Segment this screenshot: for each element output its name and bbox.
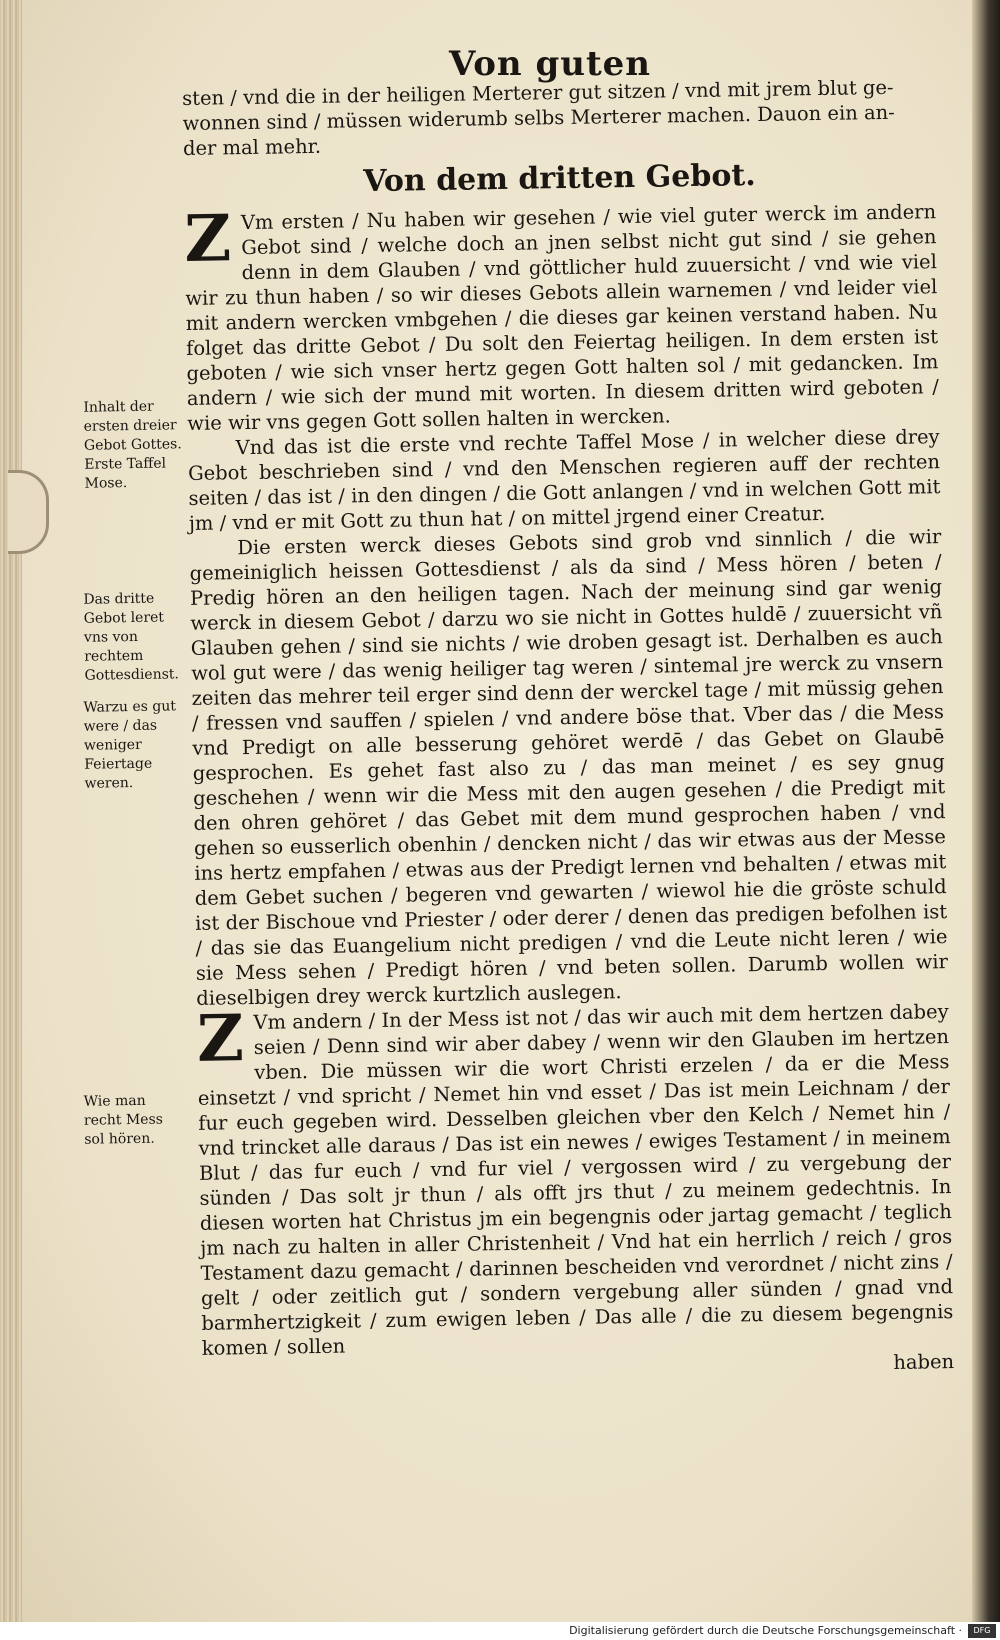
marginal-note: Das dritte Gebot leret vns von rechtem Gottesdienst.	[83, 590, 180, 684]
paragraph-3: Die ersten werck dieses Gebots sind grob vnd sinnlich / die wir gemeiniglich heissen Gottesdienst / als da sind / Mess hören / beten / Predig hören an den heiligen tagen. Nach der meinung sind gar wenig werck in diesem Gebot / darzu wo sie nicht in Gottes huldē / zuuersicht vñ Glauben gehen / sind sie nichts / wie droben gesagt ist. Derhalben es auch wol gut were / das wenig heiliger tag weren / sintemal jre werck zu vnsern zeiten das mehrer teil erger sind denn der werckel tage / mit müssig gehen / fressen vnd sauffen / spielen / vnd andere böse that. Vber das / die Mess vnd Predigt on alle besserung gehöret werdē / das Gebet on Glaubē gesprochen. Es gehet fast also zu / das man meinet / es sey gnug geschehen / wenn wir die Mess mit den augen gesehen / die Predigt mit den ohren gehöret / das Gebet mit dem mund gesprochen haben / vnd gehen so eusserlich obenhin / dencken nicht / das wir etwas aus der Messe ins hertz empfahen / etwas aus der Predigt lernen vnd behalten / etwas mit dem Gebet suchen / begeren vnd gewarten / wiewol hie die gröste schuld ist der Bischoue vnd Priester / oder derer / denen das predigen befolhen ist / das sie das Euangelium nicht predigen / vnd die Leute nicht leren / wie sie Mess sehen / Predigt hören / vnd beten sollen. Darumb wollen wir dieselbigen drey werck kurtzlich auslegen.	[189, 525, 949, 1010]
marginal-note: Inhalt der ersten dreier Gebot Gottes. Erste Taffel Mose.	[83, 398, 182, 492]
book-spine-shadow	[972, 0, 1000, 1640]
paragraph-2: Vnd das ist die erste vnd rechte Taffel Mose / in welcher diese drey Gebot beschrieben sind / vnd den Menschen regieren auff der rechten seiten / das ist / in den dingen / die Gott anlangen / vnd in welchen Gott mit jm / vnd er mit Gott zu thun hat / on mittel jrgend einer Creatur.	[187, 425, 941, 535]
dfg-logo: DFG	[968, 1624, 996, 1638]
paragraph-1	[184, 199, 939, 436]
binding-clip	[8, 470, 49, 554]
paragraph-1-text: Vm ersten / Nu haben wir gesehen / wie viel guter werck im andern Gebot sind / welche doch an jnen selbst nicht gut sind / sie gehen denn in dem Glauben / vnd göttlicher huld zuuersicht / vnd wie viel wir zu thun haben / so wir dieses Gebots allein warnemen / vnd leider viel mit andern wercken vmbgehen / die dieses gar keinen verstand haben. Nu folget das dritte Gebot / Du solt den Feiertag heiligen. In dem ersten ist geboten / wie sich vnser hertz gegen Gott halten sol / mit gedancken. Im andern / wie sich der mund mit worten. In diesem dritten wird geboten / wie wir vns gegen Gott sollen halten in wercken.	[185, 200, 939, 435]
drop-cap: Z	[183, 201, 232, 277]
intro-line: wonnen sind / müssen widerumb selbs Merterer machen. Dauon ein an-	[182, 100, 895, 135]
paragraph-4	[197, 999, 954, 1361]
running-head: Von guten	[448, 44, 652, 84]
intro-line: sten / vnd die in der heiligen Merterer gut sitzen / vnd mit jrem blut ge-	[182, 75, 894, 110]
marginal-note: Warzu es gut were / das weniger Feiertage weren.	[83, 698, 177, 792]
digitization-footer	[0, 1622, 1000, 1640]
page-stack-edge	[0, 0, 22, 1640]
section-heading: Von dem dritten Gebot.	[363, 158, 756, 200]
footer-text: Digitalisierung gefördert durch die Deutsche Forschungsgemeinschaft ·	[569, 1624, 962, 1637]
catchword: haben	[893, 1350, 955, 1374]
text-block	[182, 74, 954, 1386]
marginal-note: Wie man recht Mess sol hören.	[83, 1092, 164, 1148]
intro-line: der mal mehr.	[182, 134, 322, 160]
drop-cap: Z	[196, 1001, 245, 1077]
paragraph-4-text: Vm andern / In der Mess ist not / das wir auch mit dem hertzen dabey seien / Denn sind wir aber dabey / wenn wir den Glauben im hertzen vben. Die müssen wir die wort Christi erzelen / da er die Mess einsetzt / vnd spricht / Nemet hin vnd esset / Das ist mein Leichnam / der fur euch gegeben wird. Desselben gleichen vber den Kelch / Nemet hin / vnd trincket alle daraus / Das ist ein newes / ewiges Testament / in meinem Blut / das fur euch / vnd fur viel / vergossen wird / zu vergebung der sünden / Das solt jr thun / als offt jrs thut / zu meinem gedechtnis. In diesen worten hat Christus jm ein begengnis oder jartag gemacht / teglich jm nach zu halten in aller Christenheit / Vnd hat ein herrlich / reich / gros Testament dazu gemacht / darinnen bescheiden vnd verordnet / nicht zins / gelt / oder zeitlich gut / sondern vergebung aller sünden / gnad vnd barmhertzigkeit / zum ewigen leben / Das alle / die zu diesem begengnis komen / sollen	[197, 1000, 954, 1360]
